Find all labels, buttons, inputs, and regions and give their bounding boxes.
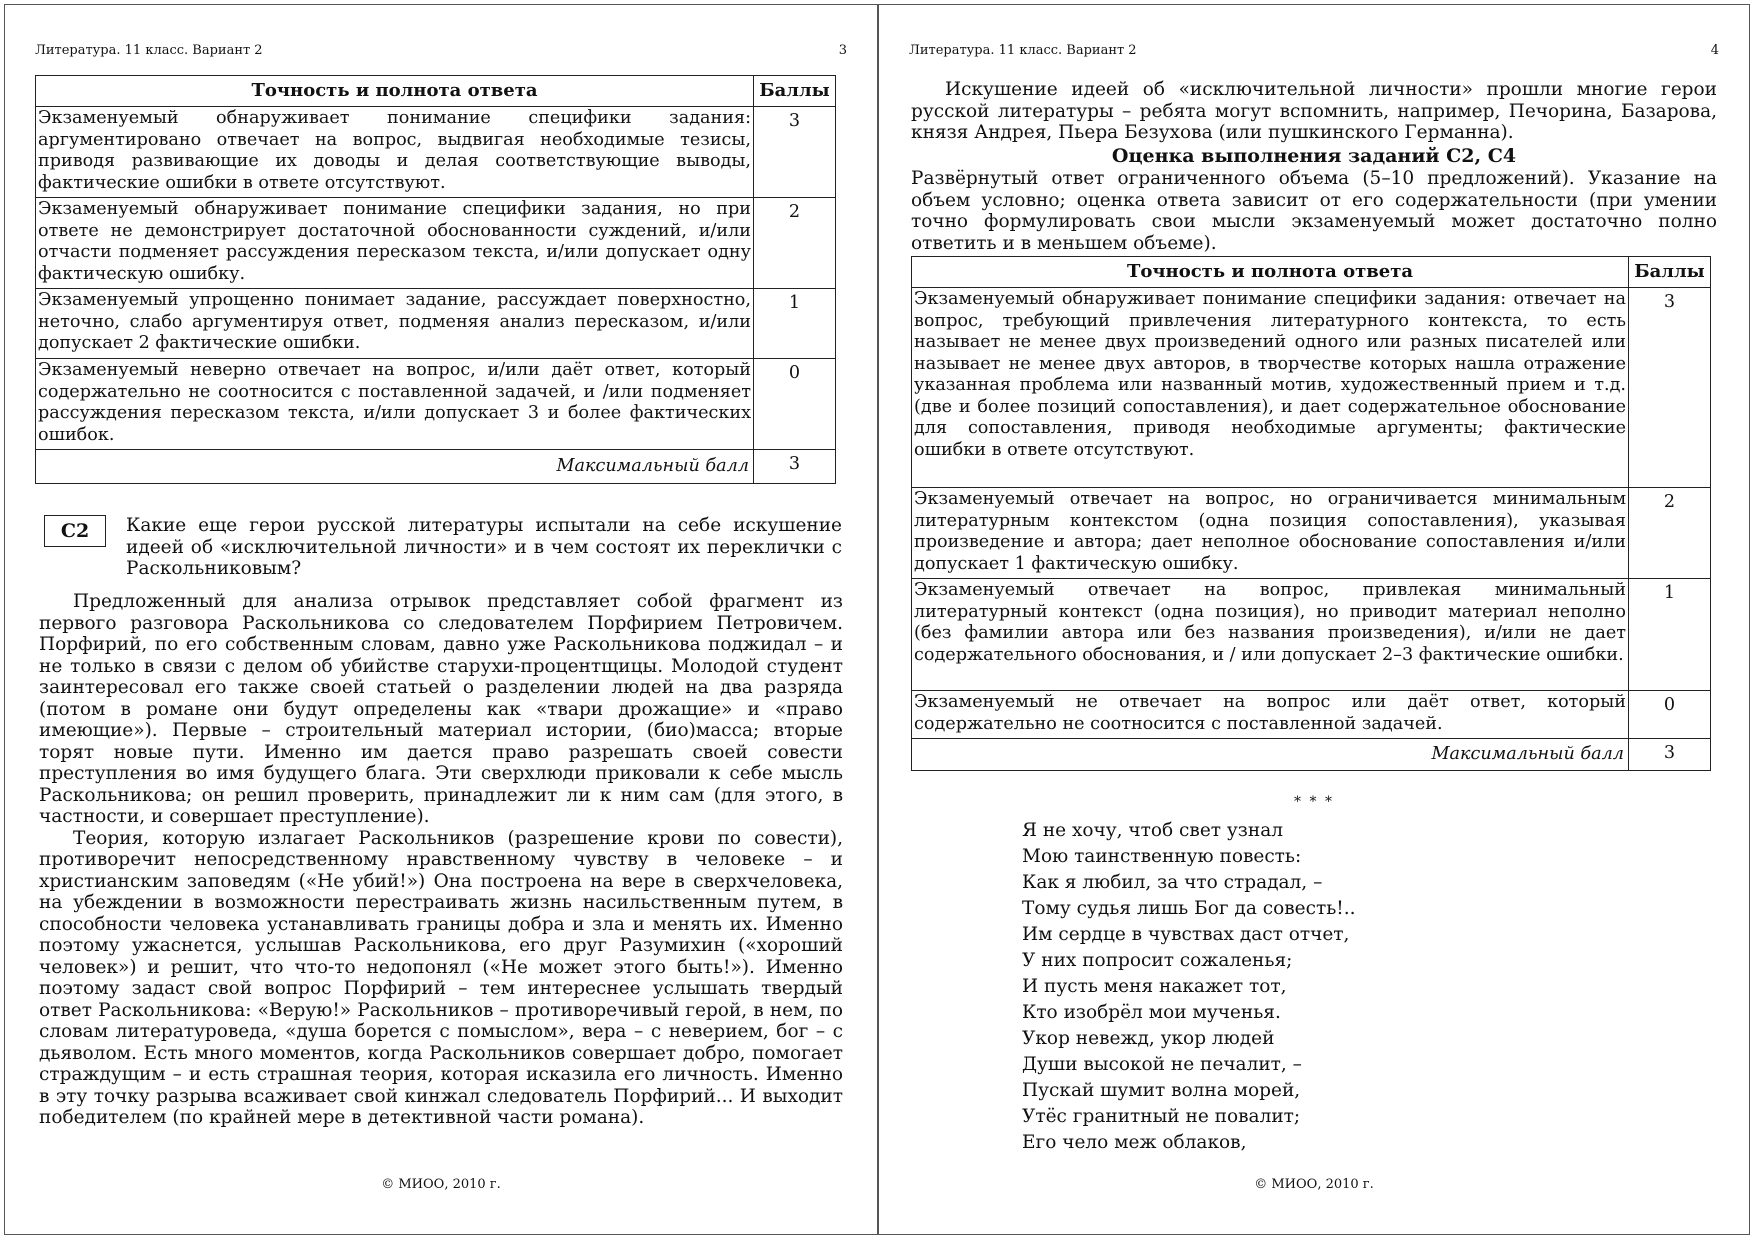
section-text [911,168,1717,254]
max-score-value: 3 [754,450,836,484]
table-header-row [36,76,836,107]
task-question: Какие еще герои русской литературы испытали на себе искушение идеей об «исключительной личности» и в чем состоят их переклички с Раскольниковым? [126,515,842,579]
intro-text [911,79,1717,144]
poem-line: Пускай шумит волна морей, [1022,1080,1301,1101]
header-criteria: Точность и полнота ответа [36,76,754,107]
poem-line: Кто изобрёл мои мученья. [1022,1002,1281,1023]
table-row [912,288,1711,488]
max-score-label: Максимальный балл [36,450,754,484]
header-points: Баллы [1629,257,1711,288]
answer-text [39,591,843,1129]
table-row [912,691,1711,739]
right-page [878,4,1750,1235]
poem-line: Как я любил, за что страдал, – [1022,872,1323,893]
max-score-value: 3 [1629,739,1711,771]
criteria-table [911,256,1711,771]
criteria-points: 2 [754,198,836,289]
criteria-points: 3 [1629,288,1711,488]
page-number: 4 [1710,43,1719,58]
table-row [912,579,1711,691]
table-row [36,359,836,450]
max-score-label: Максимальный балл [912,739,1629,771]
page-footer: © МИОО, 2010 г. [1254,1177,1374,1192]
poem-line: Утёс гранитный не повалит; [1022,1106,1301,1127]
poem-line: Тому судья лишь Бог да совесть!.. [1022,898,1356,919]
task-label: С2 [44,515,106,547]
running-head [909,43,1719,58]
poem-line: Укор невежд, укор людей [1022,1028,1275,1049]
table-max-row [36,450,836,484]
table-header-row [912,257,1711,288]
poem-line: Им сердце в чувствах даст отчет, [1022,924,1350,945]
poem-line: Души высокой не печалит, – [1022,1054,1302,1075]
criteria-text: Экзаменуемый отвечает на вопрос, но ограничивается минимальным литературным контекстом (одна позиция сопоставления), указывая произведение и автора; дает неполное обоснование сопоставления и/или допускает 1 фактическую ошибку. [912,488,1629,579]
table-row [912,488,1711,579]
poem-line: Я не хочу, чтоб свет узнал [1022,820,1283,841]
paragraph: Развёрнутый ответ ограниченного объема (5–10 предложений). Указание на объем условно; оценка ответа зависит от его содержательности (при умении точно формулировать свои мысли экзаменуемый может достаточно полно ответить и в меньшем объеме). [911,168,1717,254]
table-row [36,107,836,198]
criteria-text: Экзаменуемый обнаруживает понимание специфики задания: аргументировано отвечает на вопрос, выдвигая необходимые тезисы, приводя развивающие их доводы и делая соответствующие выводы, фактические ошибки в ответе отсутствуют. [36,107,754,198]
criteria-text: Экзаменуемый обнаруживает понимание специфики задания: отвечает на вопрос, требующий привлечения литературного контекста, то есть называет не менее двух произведений одного или разных писателей или называет не менее двух авторов, в творчестве которых нашла отражение указанная проблема или названный мотив, художественный прием и т.д. (две и более позиций сопоставления), и дает содержательное обоснование для сопоставления, приводя необходимые аргументы; фактические ошибки в ответе отсутствуют. [912,288,1629,488]
running-head-title: Литература. 11 класс. Вариант 2 [909,43,1137,58]
poem-line: Его чело меж облаков, [1022,1132,1247,1153]
criteria-text: Экзаменуемый отвечает на вопрос, привлекая минимальный литературный контекст (одна позиция), но приводит материал неполно (без фамилии автора или без названия произведения), и/или не дает содержательного обоснования, и / или допускает 2–3 фактические ошибки. [912,579,1629,691]
poem [1022,818,1355,1156]
criteria-points: 3 [754,107,836,198]
running-head [35,43,847,58]
table-max-row [912,739,1711,771]
criteria-text: Экзаменуемый упрощенно понимает задание, рассуждает поверхностно, неточно, слабо аргументируя ответ, подменяя анализ пересказом, и/или допускает 2 фактические ошибки. [36,289,754,359]
criteria-points: 0 [754,359,836,450]
criteria-text: Экзаменуемый обнаруживает понимание специфики задания, но при ответе не демонстрирует достаточной обоснованности суждений, и/или отчасти подменяет рассуждения пересказом текста, и/или допускает одну фактическую ошибку. [36,198,754,289]
page-number: 3 [838,43,847,58]
criteria-points: 1 [1629,579,1711,691]
table-row [36,198,836,289]
criteria-text: Экзаменуемый не отвечает на вопрос или даёт ответ, который содержательно не соотносится с поставленной задачей. [912,691,1629,739]
paragraph: Предложенный для анализа отрывок представляет собой фрагмент из первого разговора Раскольникова со следователем Порфирием Петровичем. Порфирий, по его собственным словам, давно уже Раскольникова поджидал – и не только в связи с делом об убийстве старухи-процентщицы. Молодой студент заинтересовал его также своей статьей о разделении людей на два разряда (потом в романе они будут определены как «твари дрожащие» и «право имеющие»). Первые – строительный материал истории, (био)масса; вторые торят новые пути. Именно им дается право разрешать своей совести преступления во имя будущего блага. Эти сверхлюди приковали к себе мысль Раскольникова; он решил проверить, принадлежит ли к ним сам (для этого, в частности, и совершает преступление). [39,591,843,827]
criteria-points: 0 [1629,691,1711,739]
header-criteria: Точность и полнота ответа [912,257,1629,288]
poem-line: Мою таинственную повесть: [1022,846,1302,867]
poem-line: У них попросит сожаленья; [1022,950,1293,971]
criteria-points: 1 [754,289,836,359]
paragraph: Теория, которую излагает Раскольников (разрешение крови по совести), противоречит непосредственному нравственному чувству в человеке – и христианским заповедям («Не убий!») Она построена на вере в сверхчеловека, на убеждении в возможности перестраивать жизнь насильственным путем, в способности человека устанавливать границы добра и зла и менять их. Именно поэтому ужаснется, услышав Раскольникова, его друг Разумихин («хороший человек») и решит, что что-то недопонял («Не может этого быть!»). Именно поэтому задаст свой вопрос Порфирий – тем интереснее услышать твердый ответ Раскольникова: «Верую!» Раскольников – противоречивый герой, в нем, по словам литературоведа, «душа борется с помыслом», вера – с неверием, бог – с дьяволом. Есть много моментов, когда Раскольников совершает добро, помогает страждущим – и есть страшная теория, которая исказила его личность. Именно в эту точку разрыва всаживает свой кинжал следователь Порфирий... И выходит победителем (по крайней мере в детективной части романа). [39,827,843,1128]
page-footer: © МИОО, 2010 г. [381,1177,501,1192]
poem-line: И пусть меня накажет тот, [1022,976,1287,997]
criteria-table [35,75,836,484]
table-row [36,289,836,359]
section-separator: * * * [1294,794,1334,810]
running-head-title: Литература. 11 класс. Вариант 2 [35,43,263,58]
left-page [4,4,878,1235]
header-points: Баллы [754,76,836,107]
section-title: Оценка выполнения заданий С2, С4 [1111,145,1517,167]
criteria-text: Экзаменуемый неверно отвечает на вопрос, и/или даёт ответ, который содержательно не соотносится с поставленной задачей, и /или подменяет рассуждения пересказом текста, и/или допускает 3 и более фактических ошибок. [36,359,754,450]
paragraph: Искушение идеей об «исключительной личности» прошли многие герои русской литературы – ребята могут вспомнить, например, Печорина, Базарова, князя Андрея, Пьера Безухова (или пушкинского Германна). [911,79,1717,143]
criteria-points: 2 [1629,488,1711,579]
